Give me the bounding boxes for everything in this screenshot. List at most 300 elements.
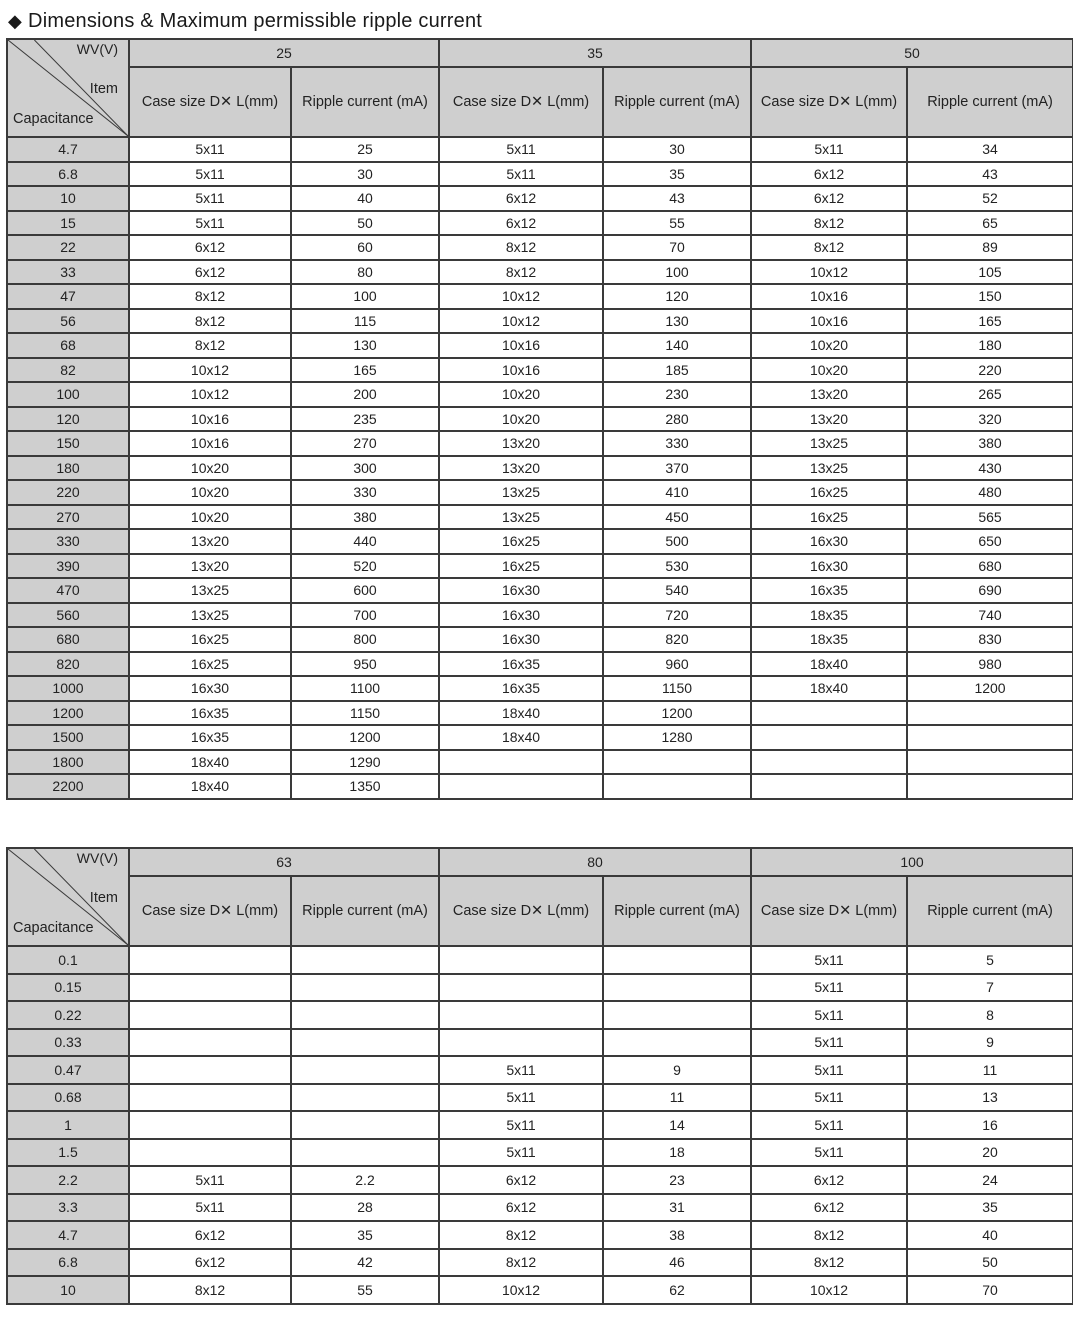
ripple-current-cell: 820 (603, 627, 751, 652)
capacitance-cell: 1500 (7, 725, 129, 750)
wv-label: WV(V) (76, 41, 118, 57)
ripple-current-cell: 960 (603, 652, 751, 677)
ripple-current-cell: 330 (603, 431, 751, 456)
ripple-current-header: Ripple current (mA) (603, 67, 751, 137)
ripple-current-cell (603, 1001, 751, 1029)
ripple-current-cell (291, 1084, 439, 1112)
capacitance-cell: 220 (7, 480, 129, 505)
ripple-current-cell: 1200 (603, 701, 751, 726)
ripple-current-cell: 40 (291, 186, 439, 211)
table-row (7, 211, 1073, 236)
capacitance-cell: 6.8 (7, 162, 129, 187)
case-size-cell: 10x16 (129, 431, 291, 456)
ripple-current-cell: 42 (291, 1249, 439, 1277)
ripple-current-cell: 650 (907, 529, 1073, 554)
case-size-cell: 10x16 (439, 333, 603, 358)
ripple-current-cell: 43 (603, 186, 751, 211)
ripple-current-cell: 740 (907, 603, 1073, 628)
capacitance-cell: 2200 (7, 774, 129, 799)
header-corner-cell (7, 39, 129, 137)
table-row (7, 1056, 1073, 1084)
table-row (7, 946, 1073, 974)
case-size-cell: 10x16 (751, 309, 907, 334)
column-header-row (7, 876, 1073, 946)
ripple-current-cell: 165 (907, 309, 1073, 334)
case-size-cell: 10x20 (751, 358, 907, 383)
case-size-cell: 5x11 (751, 1029, 907, 1057)
case-size-cell: 16x30 (129, 676, 291, 701)
ripple-current-cell: 89 (907, 235, 1073, 260)
ripple-current-cell: 80 (291, 260, 439, 285)
ripple-current-cell: 1200 (907, 676, 1073, 701)
case-size-cell: 13x20 (129, 554, 291, 579)
case-size-cell: 5x11 (751, 1001, 907, 1029)
capacitance-cell: 120 (7, 407, 129, 432)
table-row (7, 529, 1073, 554)
ripple-current-cell: 9 (907, 1029, 1073, 1057)
ripple-current-cell: 62 (603, 1276, 751, 1304)
case-size-cell: 16x35 (439, 652, 603, 677)
case-size-cell: 6x12 (129, 260, 291, 285)
case-size-cell: 8x12 (751, 235, 907, 260)
ripple-current-cell: 720 (603, 603, 751, 628)
case-size-cell: 5x11 (751, 137, 907, 162)
table-row (7, 235, 1073, 260)
voltage-header-row (7, 39, 1073, 67)
case-size-cell: 5x11 (751, 974, 907, 1002)
case-size-header: Case size D✕ L(mm) (129, 876, 291, 946)
ripple-current-cell: 120 (603, 284, 751, 309)
case-size-cell: 16x30 (751, 529, 907, 554)
case-size-cell: 5x11 (129, 211, 291, 236)
case-size-cell: 5x11 (129, 186, 291, 211)
item-label: Item (89, 81, 118, 97)
ripple-current-cell: 140 (603, 333, 751, 358)
case-size-cell: 16x25 (751, 480, 907, 505)
ripple-current-cell: 1200 (291, 725, 439, 750)
ripple-current-cell: 115 (291, 309, 439, 334)
ripple-current-cell: 800 (291, 627, 439, 652)
case-size-cell: 5x11 (439, 137, 603, 162)
table-row (7, 1084, 1073, 1112)
case-size-cell: 18x40 (439, 725, 603, 750)
case-size-cell: 13x20 (751, 382, 907, 407)
case-size-cell: 6x12 (751, 186, 907, 211)
ripple-current-cell: 1100 (291, 676, 439, 701)
ripple-current-cell (907, 701, 1073, 726)
case-size-cell: 16x35 (129, 701, 291, 726)
case-size-cell (129, 1056, 291, 1084)
table-row (7, 1001, 1073, 1029)
table-row (7, 603, 1073, 628)
ripple-current-cell (291, 1056, 439, 1084)
case-size-header: Case size D✕ L(mm) (129, 67, 291, 137)
case-size-cell: 13x25 (439, 505, 603, 530)
voltage-header: 63 (129, 848, 439, 876)
ripple-current-cell: 1350 (291, 774, 439, 799)
capacitance-cell: 0.33 (7, 1029, 129, 1057)
case-size-cell: 18x40 (751, 652, 907, 677)
ripple-current-cell: 50 (291, 211, 439, 236)
case-size-cell: 10x20 (129, 505, 291, 530)
table-row (7, 137, 1073, 162)
case-size-cell (439, 946, 603, 974)
ripple-current-cell: 450 (603, 505, 751, 530)
table-row (7, 333, 1073, 358)
capacitance-label: Capacitance (13, 111, 94, 127)
ripple-current-cell: 18 (603, 1139, 751, 1167)
table-row (7, 1111, 1073, 1139)
ripple-current-cell: 220 (907, 358, 1073, 383)
ripple-current-cell: 500 (603, 529, 751, 554)
case-size-cell: 16x25 (751, 505, 907, 530)
table-row (7, 382, 1073, 407)
ripple-current-cell: 2.2 (291, 1166, 439, 1194)
table-row (7, 431, 1073, 456)
case-size-cell: 18x35 (751, 627, 907, 652)
capacitance-cell: 0.22 (7, 1001, 129, 1029)
capacitance-cell: 6.8 (7, 1249, 129, 1277)
case-size-cell: 5x11 (439, 1111, 603, 1139)
ripple-current-cell: 320 (907, 407, 1073, 432)
ripple-current-cell (907, 725, 1073, 750)
case-size-cell: 6x12 (129, 1221, 291, 1249)
ripple-current-cell: 8 (907, 1001, 1073, 1029)
ripple-current-cell: 600 (291, 578, 439, 603)
ripple-current-cell (603, 750, 751, 775)
case-size-cell (751, 701, 907, 726)
capacitance-cell: 1 (7, 1111, 129, 1139)
capacitance-cell: 100 (7, 382, 129, 407)
case-size-cell: 5x11 (439, 162, 603, 187)
case-size-cell: 8x12 (129, 333, 291, 358)
ripple-current-cell: 55 (291, 1276, 439, 1304)
case-size-cell (751, 774, 907, 799)
case-size-cell: 5x11 (751, 1139, 907, 1167)
ripple-current-cell: 9 (603, 1056, 751, 1084)
item-label: Item (89, 890, 118, 906)
case-size-cell: 10x12 (129, 358, 291, 383)
case-size-cell (129, 974, 291, 1002)
case-size-cell: 13x20 (751, 407, 907, 432)
case-size-cell: 10x20 (129, 480, 291, 505)
case-size-cell: 13x20 (439, 456, 603, 481)
table-row (7, 1221, 1073, 1249)
case-size-cell: 10x16 (751, 284, 907, 309)
diamond-bullet-icon: ◆ (8, 11, 23, 31)
voltage-header: 50 (751, 39, 1073, 67)
case-size-cell: 6x12 (129, 1249, 291, 1277)
capacitance-cell: 270 (7, 505, 129, 530)
case-size-cell: 16x30 (439, 603, 603, 628)
case-size-cell: 8x12 (129, 309, 291, 334)
capacitance-cell: 4.7 (7, 1221, 129, 1249)
ripple-current-cell: 70 (907, 1276, 1073, 1304)
capacitance-cell: 180 (7, 456, 129, 481)
ripple-current-cell: 540 (603, 578, 751, 603)
ripple-current-cell: 270 (291, 431, 439, 456)
capacitance-cell: 820 (7, 652, 129, 677)
case-size-cell: 10x12 (751, 1276, 907, 1304)
ripple-current-cell: 31 (603, 1194, 751, 1222)
ripple-current-cell: 13 (907, 1084, 1073, 1112)
case-size-cell: 6x12 (129, 235, 291, 260)
ripple-current-cell: 830 (907, 627, 1073, 652)
table-row (7, 1194, 1073, 1222)
capacitance-cell: 470 (7, 578, 129, 603)
case-size-cell: 5x11 (129, 137, 291, 162)
ripple-current-cell: 105 (907, 260, 1073, 285)
case-size-cell: 16x30 (439, 578, 603, 603)
ripple-current-cell: 7 (907, 974, 1073, 1002)
ripple-current-cell: 30 (603, 137, 751, 162)
case-size-cell: 5x11 (751, 1084, 907, 1112)
case-size-cell: 8x12 (129, 284, 291, 309)
ripple-current-cell (907, 774, 1073, 799)
ripple-current-header: Ripple current (mA) (907, 876, 1073, 946)
ripple-current-cell: 230 (603, 382, 751, 407)
ripple-current-cell: 430 (907, 456, 1073, 481)
ripple-current-cell: 1290 (291, 750, 439, 775)
case-size-cell: 13x25 (751, 431, 907, 456)
ripple-current-cell: 1150 (291, 701, 439, 726)
ripple-current-cell: 34 (907, 137, 1073, 162)
case-size-cell: 5x11 (439, 1056, 603, 1084)
ripple-current-cell: 565 (907, 505, 1073, 530)
case-size-cell: 5x11 (439, 1139, 603, 1167)
capacitance-cell: 10 (7, 186, 129, 211)
case-size-cell: 10x16 (439, 358, 603, 383)
case-size-cell: 16x25 (129, 627, 291, 652)
table-row (7, 750, 1073, 775)
case-size-cell: 5x11 (129, 1166, 291, 1194)
ripple-current-cell: 690 (907, 578, 1073, 603)
capacitance-cell: 390 (7, 554, 129, 579)
case-size-cell (751, 750, 907, 775)
ripple-current-cell: 46 (603, 1249, 751, 1277)
table-row (7, 652, 1073, 677)
case-size-cell: 18x40 (439, 701, 603, 726)
ripple-current-cell (603, 774, 751, 799)
case-size-cell (439, 1001, 603, 1029)
case-size-cell: 5x11 (129, 1194, 291, 1222)
ripple-current-cell: 20 (907, 1139, 1073, 1167)
ripple-current-cell: 60 (291, 235, 439, 260)
ripple-current-cell: 23 (603, 1166, 751, 1194)
voltage-header: 80 (439, 848, 751, 876)
capacitance-cell: 33 (7, 260, 129, 285)
ripple-current-cell (291, 946, 439, 974)
ripple-current-cell: 25 (291, 137, 439, 162)
ripple-current-cell: 5 (907, 946, 1073, 974)
ripple-current-cell: 370 (603, 456, 751, 481)
ripple-current-cell: 520 (291, 554, 439, 579)
case-size-cell (129, 1084, 291, 1112)
ripple-current-cell: 380 (907, 431, 1073, 456)
case-size-cell: 13x20 (439, 431, 603, 456)
ripple-current-cell (603, 1029, 751, 1057)
case-size-cell: 10x12 (439, 284, 603, 309)
ripple-current-cell: 65 (907, 211, 1073, 236)
ripple-current-cell (907, 750, 1073, 775)
case-size-cell: 16x30 (751, 554, 907, 579)
table-row (7, 505, 1073, 530)
voltage-header: 100 (751, 848, 1073, 876)
capacitance-cell: 0.47 (7, 1056, 129, 1084)
capacitance-cell: 150 (7, 431, 129, 456)
ripple-current-cell: 1150 (603, 676, 751, 701)
ripple-current-cell: 70 (603, 235, 751, 260)
case-size-cell: 13x25 (751, 456, 907, 481)
table-row (7, 186, 1073, 211)
table-row (7, 1276, 1073, 1304)
capacitance-cell: 10 (7, 1276, 129, 1304)
ripple-current-cell: 200 (291, 382, 439, 407)
case-size-cell: 16x35 (439, 676, 603, 701)
ripple-current-cell: 410 (603, 480, 751, 505)
case-size-cell: 5x11 (439, 1084, 603, 1112)
table-row (7, 456, 1073, 481)
table-row (7, 701, 1073, 726)
ripple-current-cell: 185 (603, 358, 751, 383)
ripple-current-cell: 680 (907, 554, 1073, 579)
capacitance-cell: 1800 (7, 750, 129, 775)
case-size-cell: 8x12 (751, 211, 907, 236)
case-size-cell (129, 946, 291, 974)
case-size-cell: 13x25 (129, 578, 291, 603)
capacitance-cell: 560 (7, 603, 129, 628)
ripple-current-cell: 150 (907, 284, 1073, 309)
table-row (7, 725, 1073, 750)
table-row (7, 1249, 1073, 1277)
capacitance-cell: 56 (7, 309, 129, 334)
case-size-cell (751, 725, 907, 750)
case-size-cell: 10x20 (439, 407, 603, 432)
table-row (7, 774, 1073, 799)
ripple-current-cell: 980 (907, 652, 1073, 677)
table-row (7, 974, 1073, 1002)
case-size-cell: 13x25 (439, 480, 603, 505)
table-row (7, 162, 1073, 187)
case-size-cell: 16x25 (129, 652, 291, 677)
case-size-cell: 5x11 (751, 1056, 907, 1084)
table-row (7, 480, 1073, 505)
capacitance-cell: 22 (7, 235, 129, 260)
table-row (7, 676, 1073, 701)
case-size-cell (439, 1029, 603, 1057)
capacitance-cell: 0.68 (7, 1084, 129, 1112)
ripple-current-cell: 50 (907, 1249, 1073, 1277)
ripple-current-cell: 38 (603, 1221, 751, 1249)
page-title (8, 8, 482, 34)
ripple-current-cell (603, 946, 751, 974)
table-row (7, 260, 1073, 285)
ripple-current-cell (291, 1029, 439, 1057)
ripple-current-cell: 30 (291, 162, 439, 187)
ripple-current-cell: 35 (291, 1221, 439, 1249)
case-size-cell: 18x40 (129, 750, 291, 775)
capacitance-label: Capacitance (13, 920, 94, 936)
ripple-current-cell (291, 1111, 439, 1139)
ripple-current-cell: 950 (291, 652, 439, 677)
ripple-current-cell: 180 (907, 333, 1073, 358)
case-size-cell: 18x40 (751, 676, 907, 701)
case-size-cell: 8x12 (439, 1249, 603, 1277)
ripple-current-cell: 480 (907, 480, 1073, 505)
ripple-current-cell: 11 (603, 1084, 751, 1112)
ripple-current-cell: 35 (603, 162, 751, 187)
case-size-cell: 10x12 (439, 309, 603, 334)
case-size-header: Case size D✕ L(mm) (439, 876, 603, 946)
ripple-current-header: Ripple current (mA) (907, 67, 1073, 137)
ripple-current-cell: 100 (291, 284, 439, 309)
table-row (7, 407, 1073, 432)
case-size-cell: 10x12 (439, 1276, 603, 1304)
case-size-cell: 16x35 (129, 725, 291, 750)
ripple-current-cell: 280 (603, 407, 751, 432)
case-size-cell: 8x12 (751, 1221, 907, 1249)
ripple-current-cell: 130 (291, 333, 439, 358)
case-size-cell: 10x12 (129, 382, 291, 407)
ripple-current-cell: 265 (907, 382, 1073, 407)
capacitance-cell: 3.3 (7, 1194, 129, 1222)
case-size-cell: 18x40 (129, 774, 291, 799)
ripple-current-cell: 700 (291, 603, 439, 628)
case-size-cell: 5x11 (129, 162, 291, 187)
case-size-cell: 6x12 (439, 1194, 603, 1222)
capacitance-cell: 4.7 (7, 137, 129, 162)
table-row (7, 284, 1073, 309)
case-size-cell: 13x25 (129, 603, 291, 628)
ripple-current-cell: 11 (907, 1056, 1073, 1084)
case-size-cell: 10x20 (129, 456, 291, 481)
ripple-current-cell (291, 1139, 439, 1167)
table-row (7, 1029, 1073, 1057)
ripple-current-cell: 1280 (603, 725, 751, 750)
ripple-current-cell: 235 (291, 407, 439, 432)
ripple-current-cell: 16 (907, 1111, 1073, 1139)
case-size-cell: 6x12 (751, 162, 907, 187)
case-size-cell: 8x12 (751, 1249, 907, 1277)
case-size-cell (129, 1139, 291, 1167)
column-header-row (7, 67, 1073, 137)
case-size-cell (439, 974, 603, 1002)
case-size-cell: 10x20 (751, 333, 907, 358)
ripple-current-cell: 440 (291, 529, 439, 554)
case-size-cell: 6x12 (439, 1166, 603, 1194)
case-size-cell (439, 750, 603, 775)
capacitance-cell: 0.1 (7, 946, 129, 974)
case-size-header: Case size D✕ L(mm) (751, 67, 907, 137)
ripple-current-cell: 28 (291, 1194, 439, 1222)
capacitance-cell: 15 (7, 211, 129, 236)
capacitance-cell: 47 (7, 284, 129, 309)
table-row (7, 1166, 1073, 1194)
case-size-cell: 13x20 (129, 529, 291, 554)
capacitance-cell: 1000 (7, 676, 129, 701)
ripple-table-high-voltage (6, 847, 1073, 1305)
case-size-cell: 6x12 (751, 1194, 907, 1222)
ripple-current-cell: 165 (291, 358, 439, 383)
case-size-cell (129, 1029, 291, 1057)
case-size-header: Case size D✕ L(mm) (751, 876, 907, 946)
case-size-cell: 10x16 (129, 407, 291, 432)
case-size-cell: 5x11 (751, 946, 907, 974)
ripple-current-cell: 130 (603, 309, 751, 334)
ripple-current-cell: 100 (603, 260, 751, 285)
table-row (7, 309, 1073, 334)
ripple-current-header: Ripple current (mA) (291, 876, 439, 946)
